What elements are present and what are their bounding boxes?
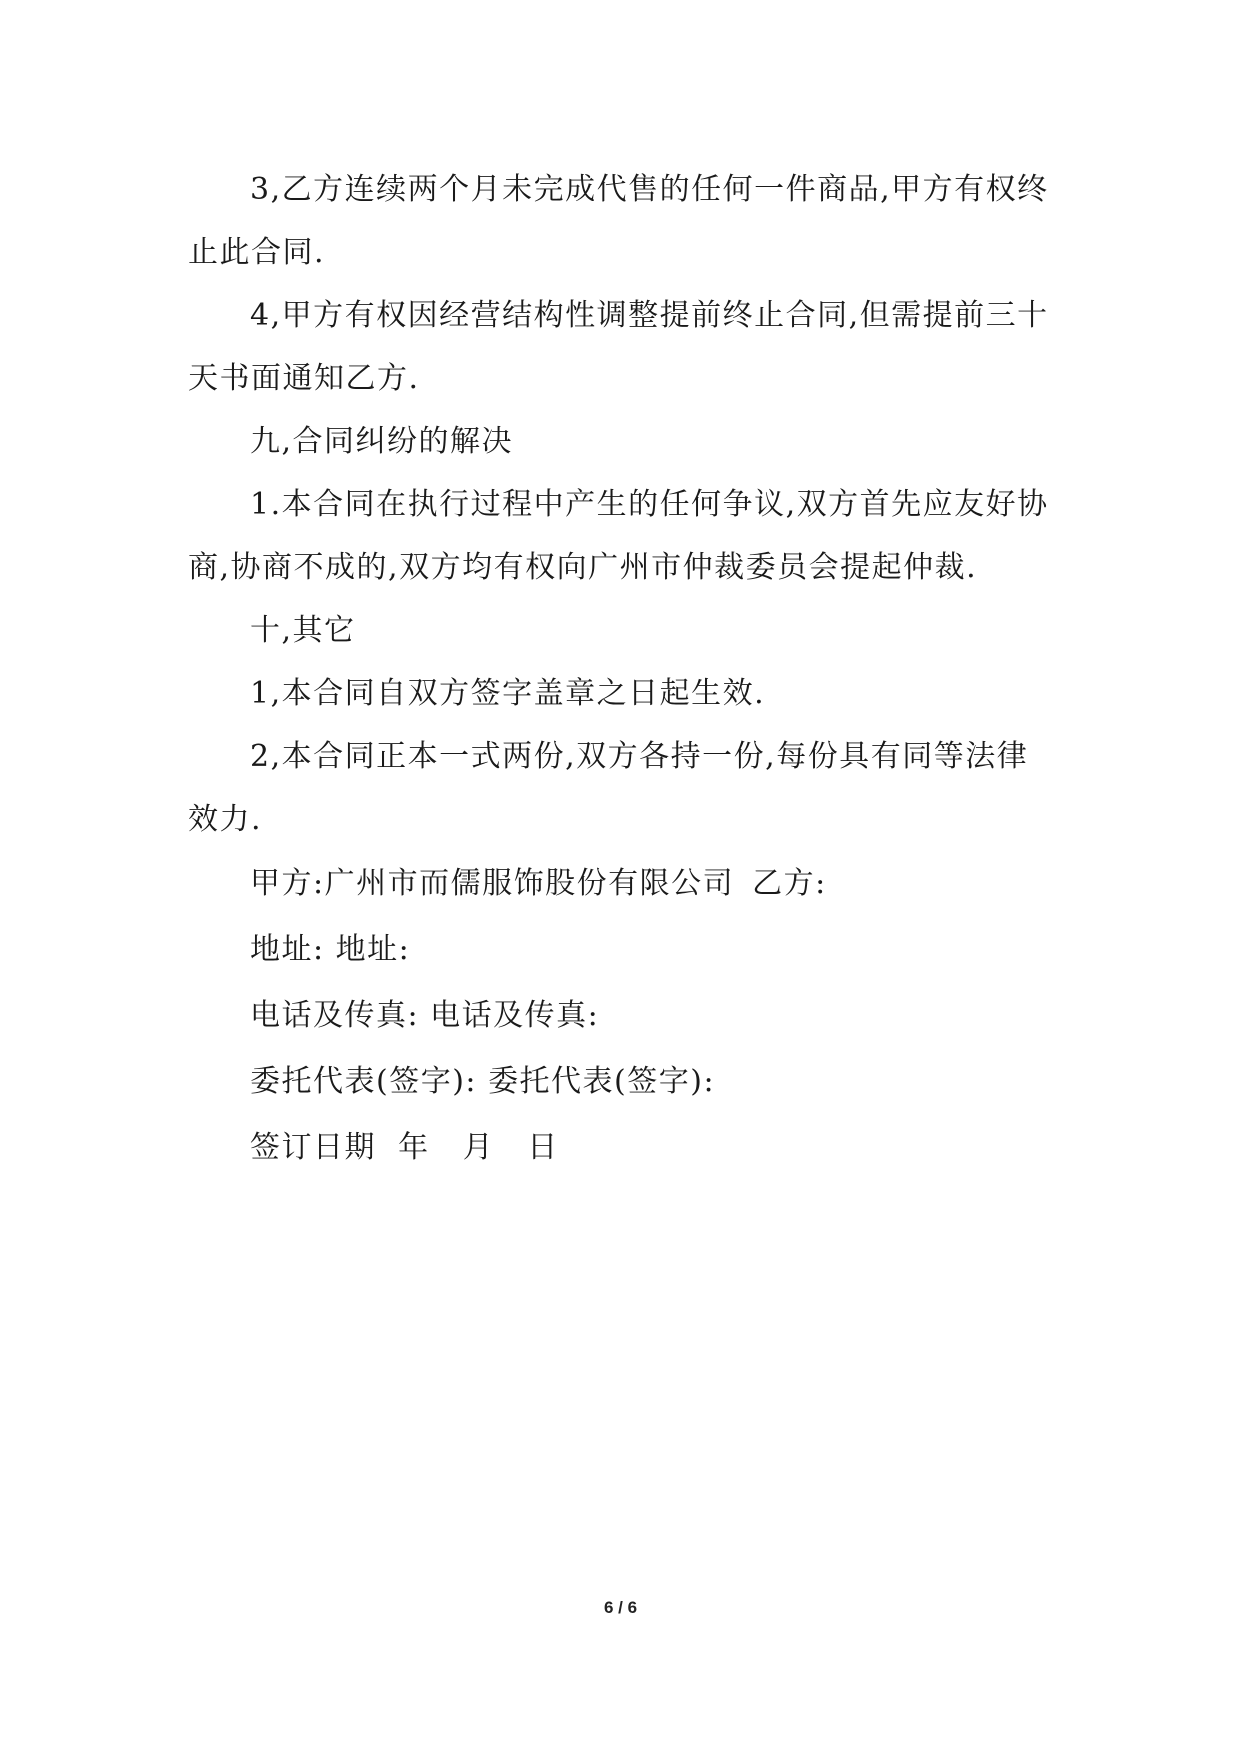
clause-effective-date: 1,本合同自双方签字盖章之日起生效.: [250, 676, 766, 711]
signing-date-month: 月: [462, 1130, 495, 1165]
signing-date-year: 年: [398, 1130, 430, 1165]
signing-date-line: [188, 1115, 1050, 1181]
party-b-representative: 委托代表(签字):: [488, 1064, 716, 1099]
party-b-phone-fax: 电话及传真:: [430, 998, 600, 1033]
address-line: [188, 917, 1050, 983]
phone-fax-line: [188, 983, 1050, 1049]
section-10-heading: 十,其它: [250, 613, 356, 648]
party-a-address: 地址:: [250, 932, 325, 967]
clause-4-early-termination: 4,甲方有权因经营结构性调整提前终止合同,但需提前三十天书面通知乙方.: [188, 298, 1049, 396]
document-body: [188, 158, 1050, 1181]
clause-dispute-resolution: 1.本合同在执行过程中产生的任何争议,双方首先应友好协商,协商不成的,双方均有权向广州市仲裁委员会提起仲裁.: [188, 487, 1049, 585]
signature-block: [188, 851, 1050, 1181]
section-9-heading: 九,合同纠纷的解决: [250, 424, 514, 459]
party-a-representative: 委托代表(签字):: [250, 1064, 478, 1099]
page-number: 6 / 6: [603, 1598, 638, 1617]
party-a-phone-fax: 电话及传真:: [250, 998, 420, 1033]
party-a-label: 甲方:广州市而儒服饰股份有限公司: [250, 866, 735, 901]
clause-3-termination: 3,乙方连续两个月未完成代售的任何一件商品,甲方有权终止此合同.: [188, 172, 1049, 270]
party-b-label: 乙方:: [752, 866, 827, 901]
party-b-address: 地址:: [335, 932, 411, 967]
signing-date-label: 签订日期: [250, 1130, 376, 1165]
party-line: [188, 851, 1050, 917]
representative-line: [188, 1049, 1050, 1115]
clause-copies: 2,本合同正本一式两份,双方各持一份,每份具有同等法律效力.: [188, 739, 1029, 837]
signing-date-day: 日: [527, 1130, 559, 1165]
